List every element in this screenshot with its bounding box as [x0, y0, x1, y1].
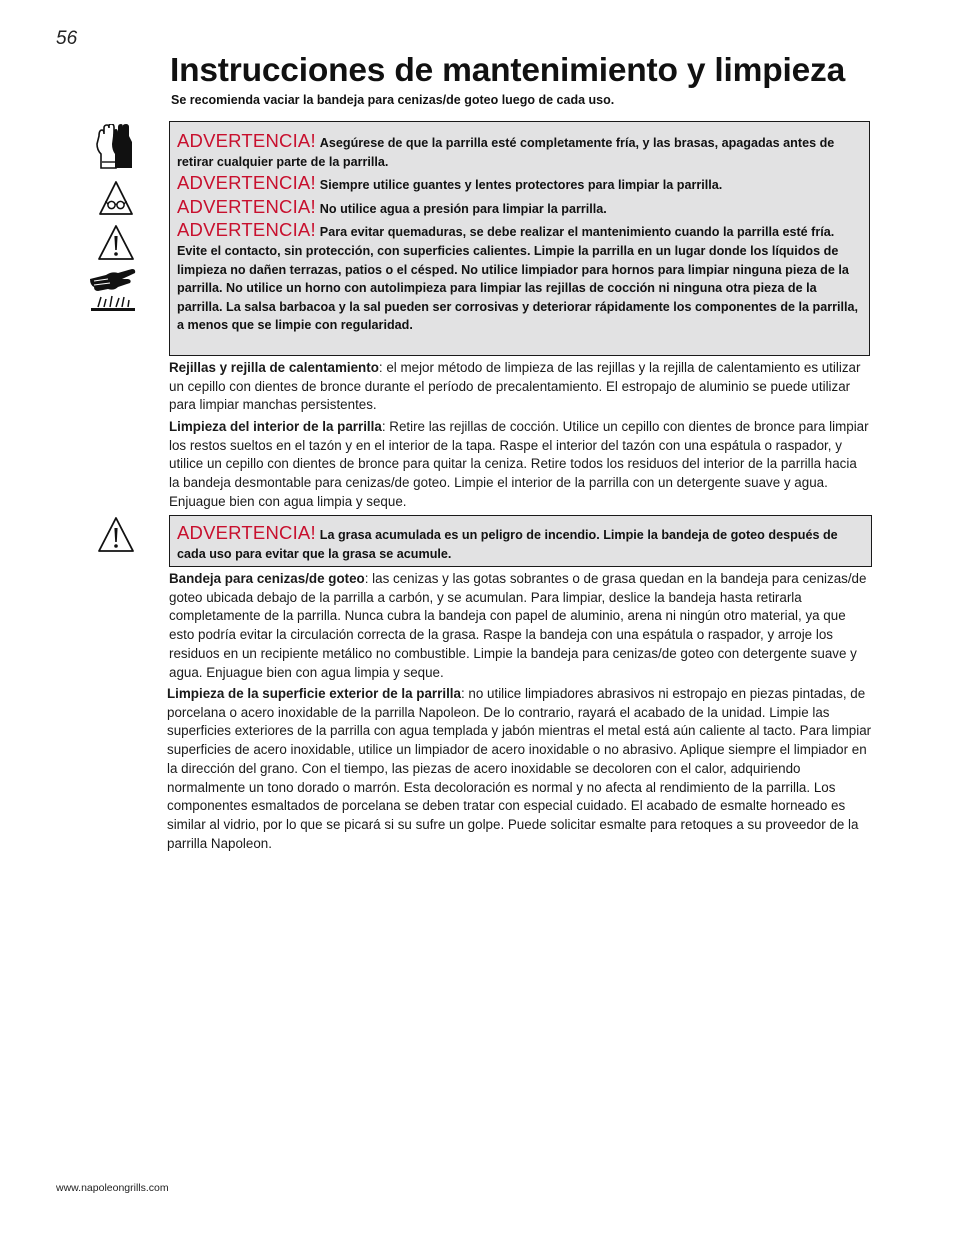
- section-text: : no utilice limpiadores abrasivos ni estropajo en piezas pintadas, de porcelana o acero inoxidable de la parrilla Napoleon. De lo contrario, rayará el acabado de la unidad. Limpie las superficies exteriores de la parrilla con agua templada y jabón mientras el metal está aún caliente al tacto. Para limpiar superficies de acero inoxidable, utilice un limpiador de acero inoxidable o no abrasivo. Aplique siempre el limpiador en la dirección del grano. Con el tiempo, las piezas de acero inoxidable se decoloren con el calor, adquiriendo normalmente un tono dorado o marrón. Esta decoloración es normal y no afecta al rendimiento de la parrilla. Los componentes esmaltados de porcelana se deben tratar con especial cuidado. El acabado de esmalte horneado es similar al vidrio, por lo que se picará si su sufre un golpe. Puede solicitar esmalte para retoques a su proveedor de la parrilla Napoleon.: [167, 686, 872, 851]
- warning-text: No utilice agua a presión para limpiar la parrilla.: [319, 201, 607, 216]
- intro-note: Se recomienda vaciar la bandeja para cenizas/de goteo luego de cada uso.: [171, 93, 615, 107]
- warning-label: ADVERTENCIA!: [177, 195, 316, 217]
- warning-item: [177, 132, 863, 171]
- warning-label: ADVERTENCIA!: [177, 219, 316, 241]
- warning-label: ADVERTENCIA!: [177, 522, 316, 543]
- safety-glasses-icon: [98, 180, 134, 216]
- warning-label: ADVERTENCIA!: [177, 130, 316, 151]
- section-exterior: [167, 685, 872, 853]
- page-number: 56: [56, 28, 78, 49]
- section-rejillas: [169, 359, 869, 415]
- warning-text: Para evitar quemaduras, se debe realizar el mantenimiento cuando la parrilla esté fría. Evite el contacto, sin protección, con superficies calientes. Limpie la parrilla en un lugar donde los líquidos de limpieza no dañen terrazas, patios o el césped. No utilice limpiador para hornos para limpiar ninguna pieza de la parrilla. No utilice un horno con autolimpieza para limpiar las rejillas de cocción ni ninguna otra pieza de la parrilla. La salsa barbacoa y la sal pueden ser corrosivas y deteriorar rápidamente los componentes de la parrilla, a menos que se limpie con regularidad.: [177, 225, 859, 333]
- section-text: : Retire las rejillas de cocción. Utilice un cepillo con dientes de bronce para limpiar los restos sueltos en el tazón y en el interior de la tapa. Raspe el interior del tazón con una espátula o raspador, y utilice un cepillo con dientes de bronce para quitar la ceniza. Retire todos los residuos del interior de la parrilla hacia la bandeja desmontable para cenizas/de goteo. Limpie el interior de la parrilla con un detergente suave y agua. Enjuague bien con agua limpia y seque.: [169, 419, 869, 509]
- warning-item: [177, 524, 865, 563]
- section-heading: Limpieza del interior de la parrilla: [169, 419, 382, 434]
- warning-item: [177, 174, 863, 195]
- section-heading: Limpieza de la superficie exterior de la parrilla: [167, 686, 461, 701]
- section-heading: Bandeja para cenizas/de goteo: [169, 571, 365, 586]
- hot-surface-icon: [88, 267, 138, 315]
- gloves-icon: [96, 124, 134, 170]
- warning-text: Asegúrese de que la parrilla esté completamente fría, y las brasas, apagadas antes de retirar cualquier parte de la parrilla.: [177, 136, 835, 169]
- section-heading: Rejillas y rejilla de calentamiento: [169, 360, 379, 375]
- warning-triangle-icon: [97, 516, 135, 554]
- warning-box: [169, 515, 872, 567]
- warning-text: Siempre utilice guantes y lentes protectores para limpiar la parrilla.: [319, 178, 723, 193]
- warning-box: [169, 121, 870, 356]
- section-text: : las cenizas y las gotas sobrantes o de grasa quedan en la bandeja para cenizas/de goteo ubicada debajo de la parrilla a carbón, y se acumulan. Para limpiar, deslice la bandeja hasta retirarla completamente de la parrilla. Nunca cubra la bandeja con papel de aluminio, arena ni ningún otro material, ya que esto podría evitar la circulación correcta de la grasa. Raspe la bandeja con una espátula o raspador, y arroje los residuos en un recipiente metálico no combustible. Limpie la bandeja para cenizas/de goteo con detergente suave y agua. Enjuague bien con agua limpia y seque.: [169, 571, 867, 680]
- section-bandeja: [169, 570, 869, 682]
- section-text: : el mejor método de limpieza de las rejillas y la rejilla de calentamiento es utilizar un cepillo con dientes de bronce durante el período de precalentamiento. El estropajo de aluminio se puede utilizar para limpiar manchas persistentes.: [169, 360, 861, 413]
- section-interior: [169, 418, 869, 512]
- warning-triangle-icon: [97, 224, 135, 262]
- warning-item: [177, 221, 863, 335]
- warning-label: ADVERTENCIA!: [177, 172, 316, 194]
- warning-item: [177, 195, 863, 219]
- page-title: Instrucciones de mantenimiento y limpieza: [170, 52, 846, 89]
- warning-text: La grasa acumulada es un peligro de incendio. Limpie la bandeja de goteo después de cada uso para evitar que la grasa se acumule.: [177, 528, 838, 561]
- footer-url: www.napoleongrills.com: [56, 1182, 169, 1194]
